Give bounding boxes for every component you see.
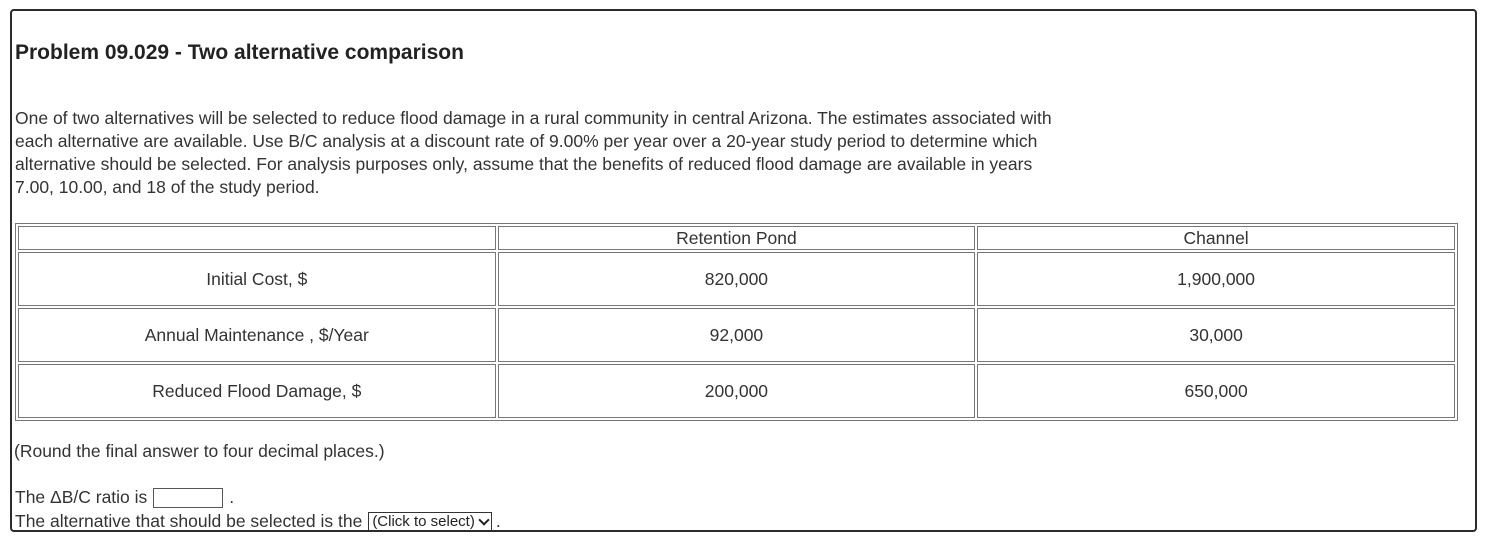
description-line: each alternative are available. Use B/C analysis at a discount rate of 9.00% per year over a 20-year study period to determine which [15,131,1038,151]
estimates-table [15,223,1458,421]
row-label-reduced-flood-damage: Reduced Flood Damage, $ [18,364,496,418]
description-line: alternative should be selected. For analysis purposes only, assume that the benefits of reduced flood damage are available in years [15,154,1033,174]
alternative-label: The alternative that should be selected is the [15,511,363,531]
chevron-down-icon [478,514,489,525]
cell-retention-reduced-flood-damage: 200,000 [498,364,976,418]
cell-channel-annual-maintenance: 30,000 [977,308,1455,362]
row-label-initial-cost: Initial Cost, $ [18,252,496,306]
header-cell-retention-pond: Retention Pond [498,226,976,250]
table-row [18,308,1455,362]
table-row [18,252,1455,306]
ratio-input[interactable] [153,488,223,508]
problem-panel [10,9,1477,532]
ratio-answer-line [15,487,234,508]
alternative-answer-line [15,511,501,532]
alternative-select[interactable] [368,512,492,532]
cell-channel-reduced-flood-damage: 650,000 [977,364,1455,418]
problem-title: Problem 09.029 - Two alternative comparison [15,41,464,64]
rounding-note: (Round the final answer to four decimal places.) [14,441,385,461]
cell-channel-initial-cost: 1,900,000 [977,252,1455,306]
alternative-select-value: (Click to select) [372,513,475,530]
description-line: One of two alternatives will be selected to reduce flood damage in a rural community in central Arizona. The estimates associated with [15,108,1052,128]
header-cell-blank [18,226,496,250]
description-line: 7.00, 10.00, and 18 of the study period. [15,177,320,197]
header-cell-channel: Channel [977,226,1455,250]
table-header-row [18,226,1455,250]
cell-retention-annual-maintenance: 92,000 [498,308,976,362]
problem-description [15,107,1205,199]
alternative-suffix: . [495,511,501,531]
ratio-label: The ΔB/C ratio is [15,487,148,507]
ratio-suffix: . [229,487,235,507]
table-row [18,364,1455,418]
cell-retention-initial-cost: 820,000 [498,252,976,306]
row-label-annual-maintenance: Annual Maintenance , $/Year [18,308,496,362]
